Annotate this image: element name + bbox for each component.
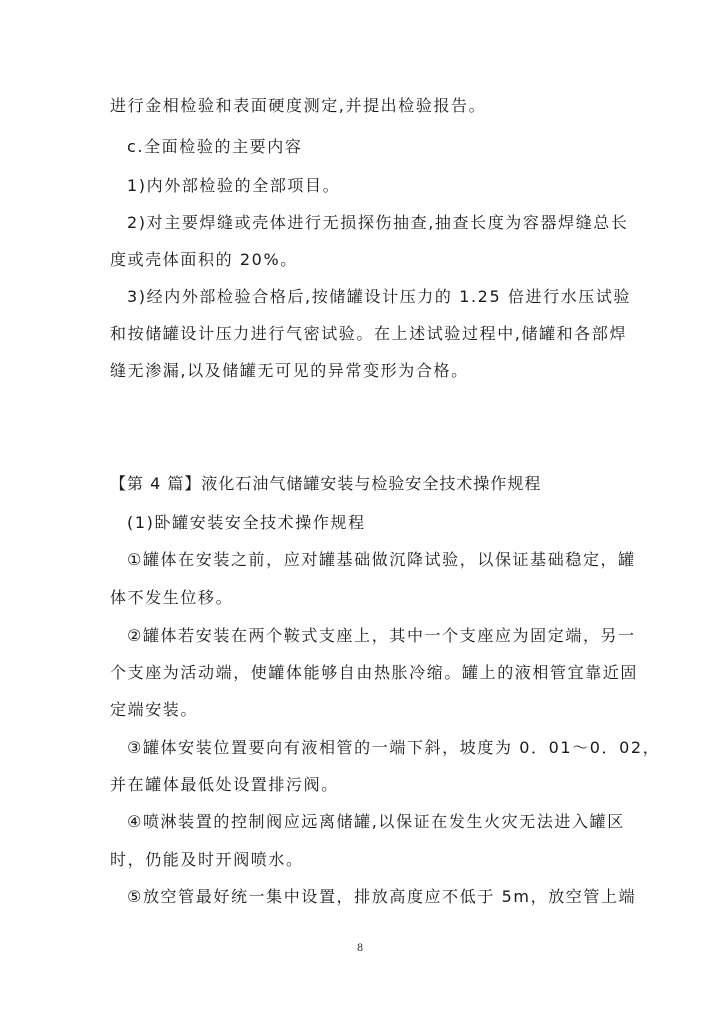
paragraph-line: 体不发生位移。 [110,588,234,607]
list-item: ⑤放空管最好统一集中设置，排放高度应不低于 5m，放空管上端 [127,887,637,906]
paragraph-line: 度或壳体面积的 20%。 [110,250,298,269]
list-item: ④喷淋装置的控制阀应远离储罐,以保证在发生火灾无法进入罐区 [127,812,625,831]
paragraph-line: 缝无渗漏,以及储罐无可见的异常变形为合格。 [110,361,469,380]
list-item: 1)内外部检验的全部项目。 [127,176,341,195]
paragraph-line: 个支座为活动端，使罐体能够自由热胀冷缩。罐上的液相管宜靠近固 [110,663,639,682]
list-item: ③罐体安装位置要向有液相管的一端下斜，坡度为 0．01～0．02， [127,738,661,757]
list-item: 3)经内外部检验合格后,按储罐设计压力的 1.25 倍进行水压试验 [127,287,632,306]
paragraph-line: 和按储罐设计压力进行气密试验。在上述试验过程中,储罐和各部焊 [110,324,628,343]
paragraph-line: 定端安装。 [110,700,199,719]
section-subheading: (1)卧罐安装安全技术操作规程 [127,513,366,532]
list-item: ②罐体若安装在两个鞍式支座上，其中一个支座应为固定端，另一 [127,626,636,645]
section-subheading: c.全面检验的主要内容 [127,137,303,156]
paragraph-line: 进行金相检验和表面硬度测定,并提出检验报告。 [110,96,487,115]
article-heading: 【第 4 篇】液化石油气储罐安装与检验安全技术操作规程 [110,474,542,493]
list-item: 2)对主要焊缝或壳体进行无损探伤抽查,抽查长度为容器焊缝总长 [127,213,629,232]
paragraph-line: 时，仍能及时开阀喷水。 [110,850,304,869]
list-item: ①罐体在安装之前，应对罐基础做沉降试验，以保证基础稳定，罐 [127,550,636,569]
page-number: 8 [356,943,364,954]
paragraph-line: 并在罐体最低处设置排污阀。 [110,775,339,794]
